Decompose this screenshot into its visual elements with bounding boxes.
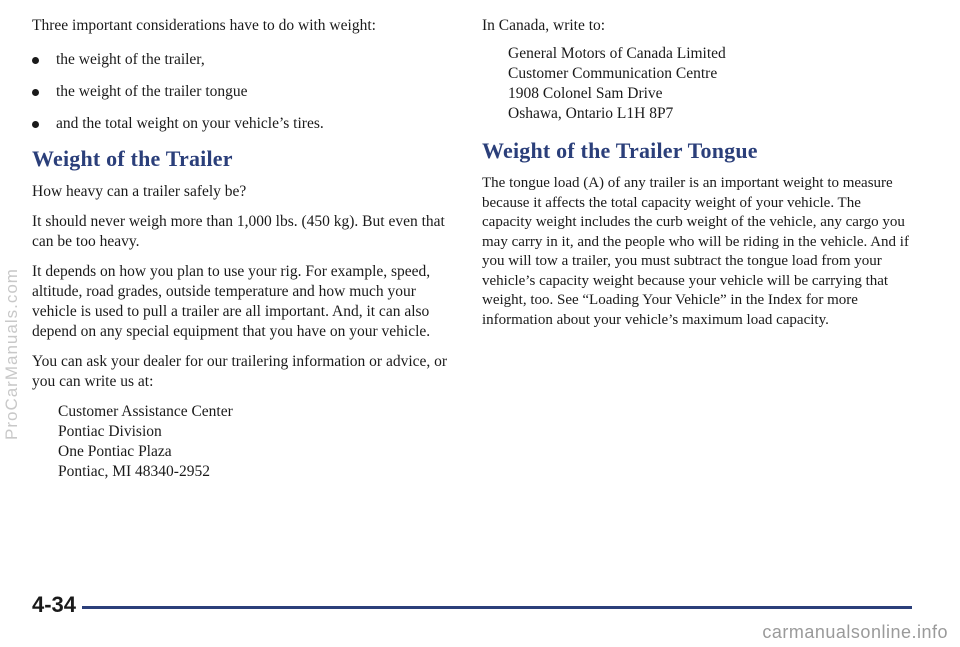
bullet-icon [32, 89, 39, 96]
paragraph: The tongue load (A) of any trailer is an important weight to measure because it affects the total capacity weight of your vehicle. The capacity weight includes the curb weight of the vehicle, any cargo you may carry in it, and the people who will be riding in the vehicle. And if you will tow a trailer, you must subtract the tongue load from your vehicle’s capacity weight because your vehicle will be carrying that weight, too. See “Loading Your Vehicle” in the Index for more information about your vehicle’s maximum load capacity. [482, 175, 909, 328]
address-line: Oshawa, Ontario L1H 8P7 [508, 105, 674, 122]
section-heading-weight-of-trailer: Weight of the Trailer [32, 146, 233, 171]
bullet-icon [32, 57, 39, 64]
canada-mailing-address [508, 44, 912, 124]
paragraph: You can ask your dealer for our trailering information or advice, or you can write us at: [32, 353, 448, 390]
address-line: Pontiac, MI 48340-2952 [58, 463, 210, 480]
address-line: Customer Assistance Center [58, 403, 233, 420]
bottom-watermark: carmanualsonline.info [762, 622, 948, 642]
list-item: the weight of the trailer, [32, 50, 452, 70]
right-column [482, 16, 912, 330]
address-line: One Pontiac Plaza [58, 443, 172, 460]
page-footer [32, 592, 912, 622]
bullet-icon [32, 121, 39, 128]
left-column [32, 16, 452, 482]
weight-intro: Three important considerations have to do with weight: [32, 17, 376, 34]
list-item: the weight of the trailer tongue [32, 82, 452, 102]
side-watermark: ProCarManuals.com [2, 268, 21, 440]
weight-considerations-list [32, 50, 452, 134]
list-item: and the total weight on your vehicle’s tires. [32, 114, 452, 134]
address-line: Customer Communication Centre [508, 65, 718, 82]
paragraph: How heavy can a trailer safely be? [32, 183, 247, 200]
footer-rule [82, 606, 912, 609]
paragraph: It depends on how you plan to use your rig. For example, speed, altitude, road grades, outside temperature and how much your vehicle is used to pull a trailer are all important. And, it can also depend on any special equipment that you have on your vehicle. [32, 263, 431, 340]
canada-intro: In Canada, write to: [482, 17, 606, 34]
us-mailing-address [58, 402, 452, 482]
section-heading-weight-of-trailer-tongue: Weight of the Trailer Tongue [482, 138, 758, 163]
paragraph: It should never weigh more than 1,000 lbs. (450 kg). But even that can be too heavy. [32, 213, 445, 250]
page-number: 4-34 [32, 592, 77, 617]
address-line: Pontiac Division [58, 423, 162, 440]
address-line: 1908 Colonel Sam Drive [508, 85, 663, 102]
address-line: General Motors of Canada Limited [508, 45, 726, 62]
